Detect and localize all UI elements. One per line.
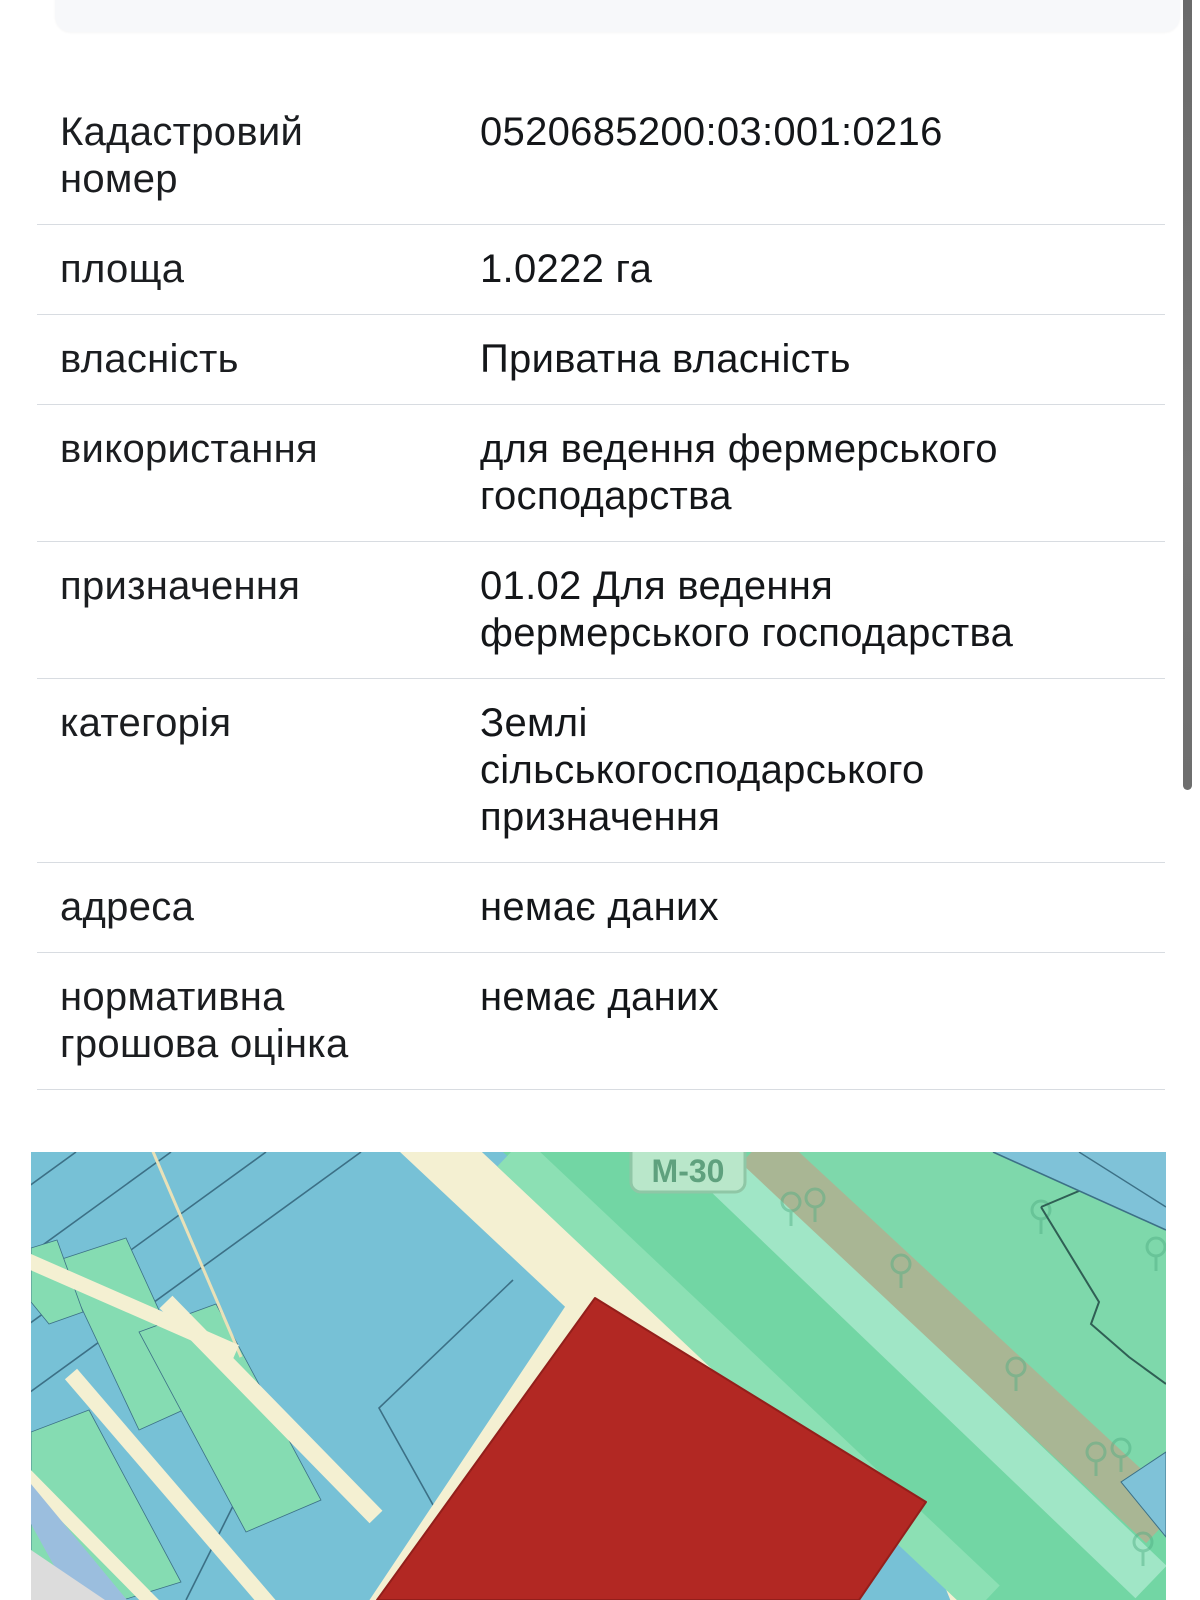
row-value: 01.02 Для ведення фермерського господарства: [480, 564, 1014, 655]
row-value: Землі сільськогосподарського призначення: [480, 701, 925, 839]
table-row-usage: [37, 405, 1165, 542]
table-row-area: [37, 225, 1165, 315]
table-row-category: [37, 679, 1165, 863]
row-value: для ведення фермерського господарства: [480, 427, 998, 518]
row-label: власність: [60, 337, 239, 381]
row-label: Кадастровий номер: [60, 110, 304, 201]
road-sign-m30: [631, 1152, 745, 1192]
cadastral-map[interactable]: [31, 1152, 1166, 1600]
table-row-purpose: [37, 542, 1165, 679]
row-value: немає даних: [480, 885, 719, 929]
table-row-cadastral-number: [37, 88, 1165, 225]
row-label: категорія: [60, 701, 232, 745]
row-value: Приватна власність: [480, 337, 851, 381]
row-value: немає даних: [480, 975, 719, 1019]
row-label: використання: [60, 427, 318, 471]
row-label: нормативна грошова оцінка: [60, 975, 349, 1066]
table-row-ownership: [37, 315, 1165, 405]
row-label: призначення: [60, 564, 301, 608]
road-sign-label: М-30: [651, 1153, 725, 1189]
row-value: 1.0222 га: [480, 247, 653, 291]
row-value: 0520685200:03:001:0216: [480, 110, 943, 154]
parcel-info-table: [37, 88, 1165, 1090]
table-row-valuation: [37, 953, 1165, 1090]
row-label: площа: [60, 247, 185, 291]
row-label: адреса: [60, 885, 195, 929]
scrollbar-thumb[interactable]: [1183, 0, 1192, 790]
clipped-header-card: [55, 0, 1180, 32]
table-row-address: [37, 863, 1165, 953]
